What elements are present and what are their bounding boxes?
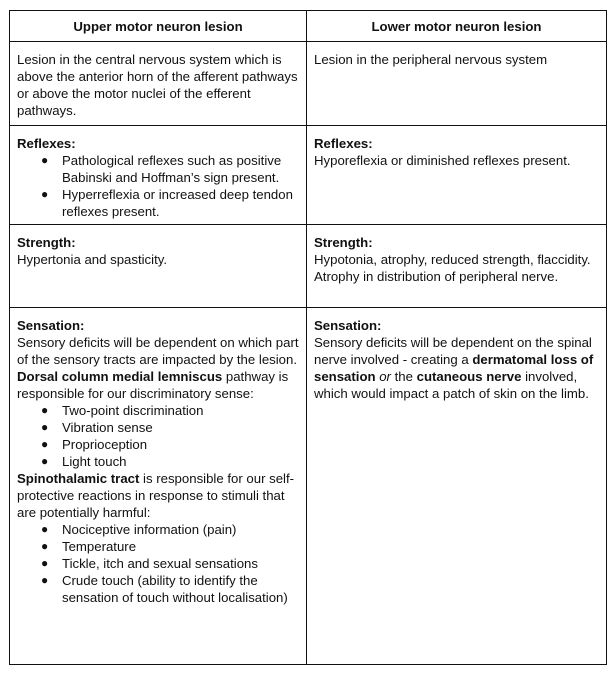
bullet-icon: ● — [41, 420, 49, 434]
lower-strength-text-2: Atrophy in distribution of peripheral nerve. — [314, 269, 559, 284]
upper-reflexes-list — [17, 152, 299, 220]
upper-strength-heading: Strength: — [17, 235, 76, 250]
dermatomal-term: dermatomal loss of sensation — [314, 352, 594, 384]
lower-reflexes-text: Hyporeflexia or diminished reflexes present. — [314, 153, 571, 168]
bullet-icon: ● — [41, 153, 49, 167]
bullet-icon: ● — [41, 556, 49, 570]
bullet-icon: ● — [41, 573, 49, 587]
cell-upper-reflexes — [10, 126, 307, 225]
cell-lower-definition — [307, 42, 607, 126]
stt-term: Spinothalamic tract — [17, 471, 140, 486]
motor-neuron-comparison-table — [9, 10, 607, 665]
list-item: ● Hyperreflexia or increased deep tendon reflexes present. — [41, 187, 293, 219]
dcml-paragraph: Dorsal column medial lemniscus pathway is responsible for our discriminatory sense: — [17, 369, 289, 401]
lower-sensation-heading: Sensation: — [314, 318, 382, 333]
lower-reflexes-heading: Reflexes: — [314, 136, 373, 151]
header-upper-motor-neuron: Upper motor neuron lesion — [10, 11, 307, 42]
lower-sensation-text: Sensory deficits will be dependent on the spinal nerve involved - creating a dermatomal loss of sensation or the cutaneous nerve involved, which would impact a patch of skin on the limb. — [314, 335, 594, 401]
upper-strength-text: Hypertonia and spasticity. — [17, 252, 168, 267]
table-row-reflexes — [10, 126, 607, 225]
header-row — [10, 11, 607, 42]
bullet-icon: ● — [41, 454, 49, 468]
cutaneous-nerve-term: cutaneous nerve — [416, 369, 522, 384]
lower-strength-heading: Strength: — [314, 235, 373, 250]
bullet-icon: ● — [41, 437, 49, 451]
lower-strength-text: Hypotonia, atrophy, reduced strength, flaccidity. — [314, 252, 591, 267]
upper-reflexes-heading: Reflexes: — [17, 136, 76, 151]
list-item: ● Tickle, itch and sexual sensations — [41, 556, 258, 571]
upper-sensation-heading: Sensation: — [17, 318, 85, 333]
table-row-strength — [10, 225, 607, 308]
list-item: ● Light touch — [41, 454, 127, 469]
cell-upper-sensation — [10, 308, 307, 665]
list-item: ● Nociceptive information (pain) — [41, 522, 237, 537]
lower-definition-text: Lesion in the peripheral nervous system — [314, 52, 548, 67]
upper-sensation-intro: Sensory deficits will be dependent on which part of the sensory tracts are impacted by the lesion. — [17, 335, 299, 367]
bullet-icon: ● — [41, 403, 49, 417]
table-row-sensation — [10, 308, 607, 665]
dcml-term: Dorsal column medial lemniscus — [17, 369, 223, 384]
stt-list — [17, 521, 299, 606]
list-item: ● Pathological reflexes such as positive Babinski and Hoffman’s sign present. — [41, 153, 282, 185]
dcml-list — [17, 402, 299, 470]
header-lower-motor-neuron: Lower motor neuron lesion — [307, 11, 607, 42]
bullet-icon: ● — [41, 539, 49, 553]
cell-upper-definition — [10, 42, 307, 126]
bullet-icon: ● — [41, 522, 49, 536]
cell-upper-strength — [10, 225, 307, 308]
stt-paragraph: Spinothalamic tract is responsible for our self-protective reactions in response to stimuli that are potentially harmful: — [17, 471, 295, 520]
upper-definition-text: Lesion in the central nervous system which is above the anterior horn of the afferent pathways or above the motor nuclei of the efferent pathways. — [17, 52, 298, 118]
cell-lower-reflexes — [307, 126, 607, 225]
table-row-definition — [10, 42, 607, 126]
list-item: ● Two-point discrimination — [41, 403, 204, 418]
list-item: ● Proprioception — [41, 437, 148, 452]
bullet-icon: ● — [41, 187, 49, 201]
list-item: ● Temperature — [41, 539, 137, 554]
cell-lower-sensation — [307, 308, 607, 665]
cell-lower-strength — [307, 225, 607, 308]
list-item: ● Crude touch (ability to identify the sensation of touch without localisation) — [41, 573, 288, 605]
list-item: ● Vibration sense — [41, 420, 153, 435]
